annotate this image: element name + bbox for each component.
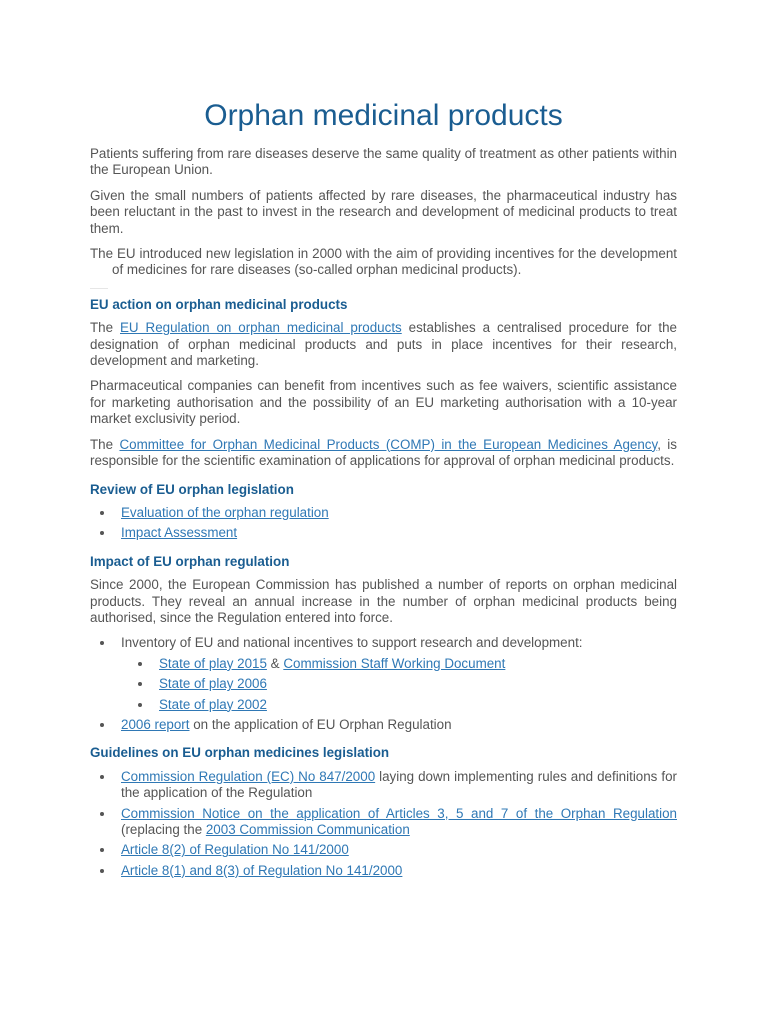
list-item — [159, 676, 677, 692]
list-item — [121, 863, 677, 879]
state-of-play-2002-link[interactable]: State of play 2002 — [159, 696, 267, 712]
evaluation-link[interactable]: Evaluation of the orphan regulation — [121, 504, 329, 520]
document-content — [90, 98, 677, 888]
impact-paragraph: Since 2000, the European Commission has published a number of reports on orphan medicinal products. They reveal an annual increase in the number of orphan medicinal products being authorised, since the Regulation entered into force. — [90, 577, 677, 625]
commission-regulation-link[interactable]: Commission Regulation (EC) No 847/2000 — [121, 768, 376, 784]
guidelines-heading: Guidelines on EU orphan medicines legislation — [90, 745, 390, 761]
inventory-sublist — [121, 656, 677, 713]
list-item — [159, 697, 677, 713]
guideline-2-mid: (replacing the — [121, 822, 206, 837]
eu-action-p3-post: , is responsible for the scientific examination of applications for approval of orphan medicinal products. — [90, 436, 677, 469]
commission-communication-2003-link[interactable]: 2003 Commission Communication — [205, 822, 410, 837]
guideline-1-post: laying down implementing rules and definitions for the application of the Regulation — [121, 768, 677, 801]
list-item — [159, 656, 677, 672]
eu-regulation-link[interactable]: EU Regulation on orphan medicinal products — [120, 320, 402, 336]
comp-link[interactable]: Committee for Orphan Medicinal Products (COMP) in the European Medicines Agency — [119, 436, 658, 452]
eu-action-heading: EU action on orphan medicinal products — [90, 296, 348, 312]
list-item — [121, 842, 677, 858]
eu-action-paragraph-1 — [90, 320, 677, 369]
eu-action-p1-post: establishes a centralised procedure for the designation of orphan medicinal products and puts in place incentives for their research, development and marketing. — [90, 320, 678, 369]
section-divider — [90, 288, 108, 289]
page-title: Orphan medicinal products — [204, 99, 563, 132]
report-post: on the application of EU Orphan Regulation — [189, 716, 452, 732]
intro-paragraph-3: The EU introduced new legislation in 2000 with the aim of providing incentives for the development of medicines for rare diseases (so-called orphan medicinal products). — [90, 246, 677, 278]
commission-notice-link[interactable]: Commission Notice on the application of Articles 3, 5 and 7 of the Orphan Regulation — [121, 805, 677, 821]
intro-paragraph-1: Patients suffering from rare diseases deserve the same quality of treatment as other patients within the European Union. — [90, 146, 677, 178]
review-list — [90, 505, 677, 542]
eu-action-p3-pre: The — [90, 436, 120, 452]
inventory-text: Inventory of EU and national incentives to support research and development: — [121, 635, 583, 651]
guidelines-list — [90, 769, 677, 879]
list-item — [121, 717, 677, 733]
impact-heading: Impact of EU orphan regulation — [90, 553, 290, 569]
review-heading: Review of EU orphan legislation — [90, 481, 294, 497]
list-item — [121, 525, 677, 541]
list-item — [121, 806, 677, 839]
list-item — [121, 635, 677, 713]
state-of-play-2006-link[interactable]: State of play 2006 — [159, 676, 267, 692]
impact-assessment-link[interactable]: Impact Assessment — [121, 525, 238, 541]
eu-action-paragraph-2: Pharmaceutical companies can benefit from incentives such as fee waivers, scientific assistance for marketing authorisation and the possibility of an EU marketing authorisation with a 10-year market exclusivity period. — [90, 378, 677, 427]
intro-paragraph-2: Given the small numbers of patients affected by rare diseases, the pharmaceutical industry has been reluctant in the past to invest in the research and development of medicinal products to treat them. — [90, 187, 677, 236]
staff-working-document-link[interactable]: Commission Staff Working Document — [283, 655, 506, 671]
impact-list — [90, 635, 677, 733]
article-8-1-8-3-link[interactable]: Article 8(1) and 8(3) of Regulation No 141/2000 — [121, 862, 403, 878]
eu-action-p1-pre: The — [90, 320, 120, 336]
report-2006-link[interactable]: 2006 report — [121, 716, 190, 732]
article-8-2-link[interactable]: Article 8(2) of Regulation No 141/2000 — [121, 842, 349, 858]
ampersand: & — [266, 655, 284, 671]
eu-action-paragraph-3 — [90, 437, 677, 470]
list-item — [121, 505, 677, 521]
list-item — [121, 769, 677, 802]
state-of-play-2015-link[interactable]: State of play 2015 — [159, 655, 267, 671]
